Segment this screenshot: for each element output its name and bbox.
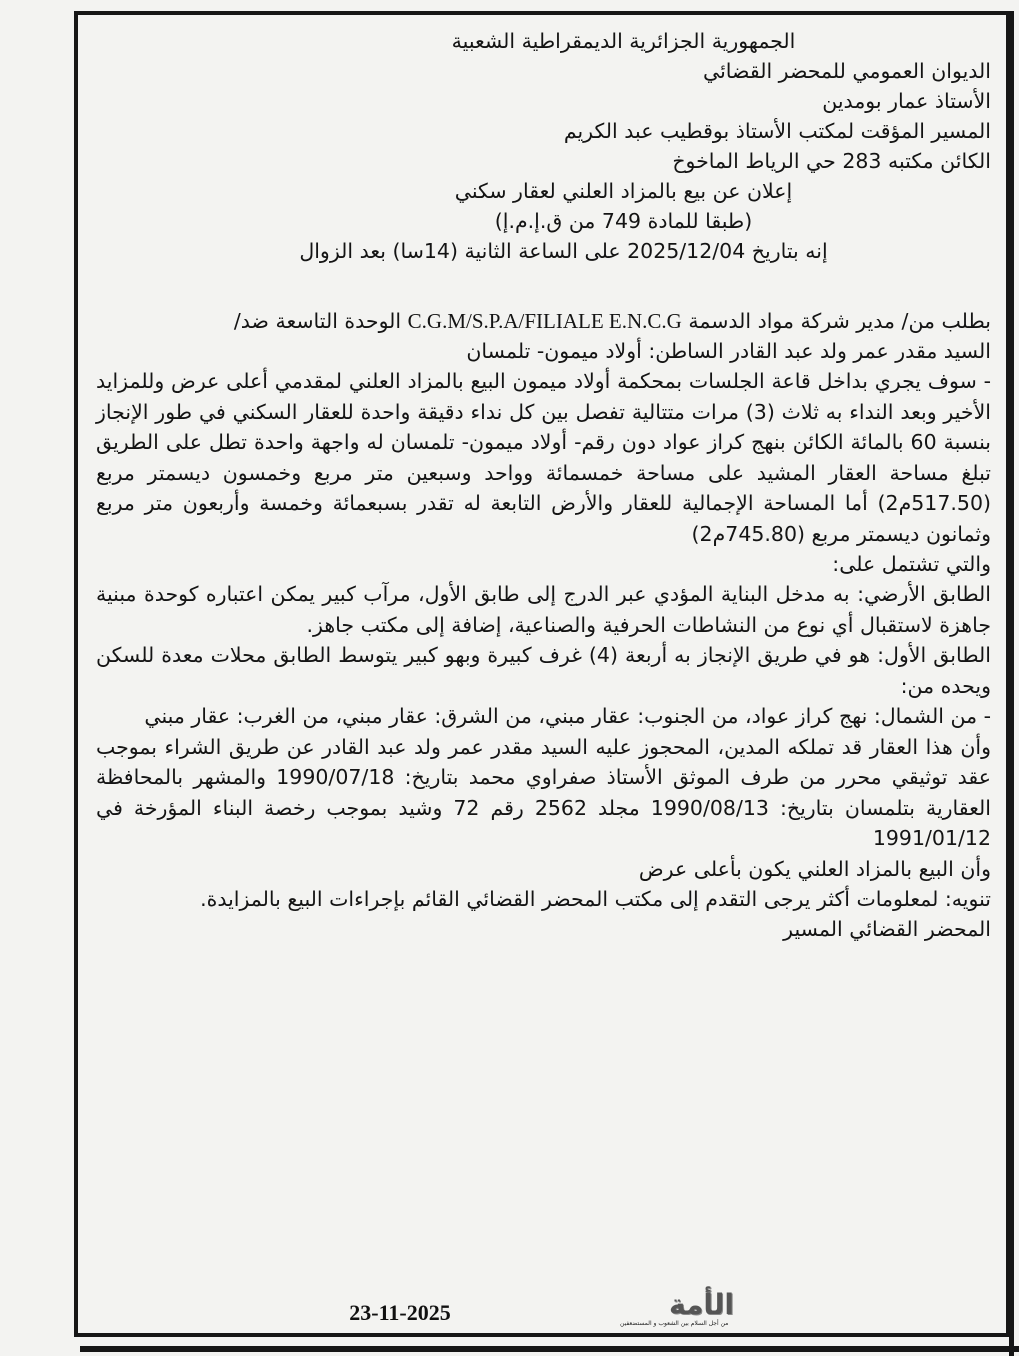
company-name: C.G.M/S.P.A/FILIALE E.N.C.G: [407, 309, 682, 333]
auction-notice: [96, 26, 991, 944]
contains-line: والتي تشتمل على:: [832, 552, 991, 576]
manager-line: المسير المؤقت لمكتب الأستاذ بوقطيب عبد الكريم: [563, 119, 991, 143]
notice-title: إعلان عن بيع بالمزاد العلني لعقار سكني: [454, 179, 793, 203]
request-suffix: الوحدة التاسعة ضد/: [233, 309, 408, 333]
newspaper-logo: [616, 1288, 734, 1328]
request-prefix: بطلب من/ مدير شركة مواد الدسمة: [681, 309, 991, 333]
office-address: الكائن مكتبه 283 حي الرياط الماخوخ: [672, 149, 991, 173]
sale-paragraph: - سوف يجري بداخل قاعة الجلسات بمحكمة أولاد ميمون البيع بالمزاد العلني لمقدمي أعلى عرض وللمزايد الأخير وبعد النداء به ثلاث (3) مرات متتالية تفصل بين كل نداء دقيقة واحدة للعقار السكني في طور الإنجاز بنسبة 60 بالمائة الكائن بنهج كراز عواد دون رقم- أولاد ميمون- تلمسان له واجهة واحدة تطل على الطريق تبلغ مساحة العقار المشيد على مساحة خمسمائة وواحد وسبعين متر مربع وخمسون ديسمتر مربع (517.50م2) أما المساحة الإجمالية للعقار والأرض التابعة له تقدر بسبعمائة وخمسة وأربعون متر مربع وثمانون ديسمتر مربع (745.80م2): [96, 369, 991, 546]
auction-date-line: إنه بتاريخ 2025/12/04 على الساعة الثانية (14سا) بعد الزوال: [299, 239, 828, 263]
defendant-line: السيد مقدر عمر ولد عبد القادر الساطن: أولاد ميمون- تلمسان: [466, 339, 991, 363]
signature-line: المحضر القضائي المسير: [783, 916, 991, 941]
legal-basis: (طبقا للمادة 749 من ق.إ.م.إ): [494, 209, 753, 233]
column-rule: [1009, 11, 1014, 1356]
notice-line: تنويه: لمعلومات أكثر يرجى التقدم إلى مكتب المحضر القضائي القائم بإجراءات البيع بالمزايدة.: [200, 886, 991, 911]
bailiff-name: الأستاذ عمار بومدين: [822, 89, 991, 113]
highest-bid-line: وأن البيع بالمزاد العلني يكون بأعلى عرض: [638, 856, 991, 881]
office-heading: الديوان العمومي للمحضر القضائي: [703, 59, 991, 83]
logo-name: الأمة: [669, 1288, 734, 1321]
spacer: [96, 266, 991, 306]
request-line: [96, 306, 991, 336]
next-article-border: [80, 1346, 1019, 1352]
first-floor-paragraph: الطابق الأول: هو في طريق الإنجاز به أربعة (4) غرف كبيرة وبهو كبير يتوسط الطابق محلات معدة للسكن ويحده من:: [96, 643, 991, 698]
boundaries-paragraph: - من الشمال: نهج كراز عواد، من الجنوب: عقار مبني، من الشرق: عقار مبني، من الغرب: عقار مبني: [144, 704, 991, 728]
ground-floor-paragraph: الطابق الأرضي: به مدخل البناية المؤدي عبر الدرج إلى طابق الأول، مرآب كبير يمكن اعتباره كوحدة مبنية جاهزة لاستقبال أي نوع من النشاطات الحرفية والصناعية، إضافة إلى مكتب جاهز.: [96, 582, 991, 637]
publication-date: 23-11-2025: [349, 1300, 451, 1325]
footer-gap: [482, 1327, 612, 1333]
republic-heading: الجمهورية الجزائرية الديمقراطية الشعبية: [451, 29, 796, 53]
ownership-paragraph: وأن هذا العقار قد تملكه المدين، المحجوز عليه السيد مقدر عمر ولد عبد القادر عن طريق الشراء بموجب عقد توثيقي محرر من طرف الموثق الأستاذ صفراوي محمد بتاريخ: 1990/07/18 والمشهر بالمحافظة العقارية بتلمسان بتاريخ: 1990/08/13 مجلد 2562 رقم 72 وشيد بموجب رخصة البناء المؤرخة في 1991/01/12: [96, 734, 991, 850]
logo-tagline: من أجل السلام بين الشعوب و المستضعفين: [620, 1320, 729, 1327]
